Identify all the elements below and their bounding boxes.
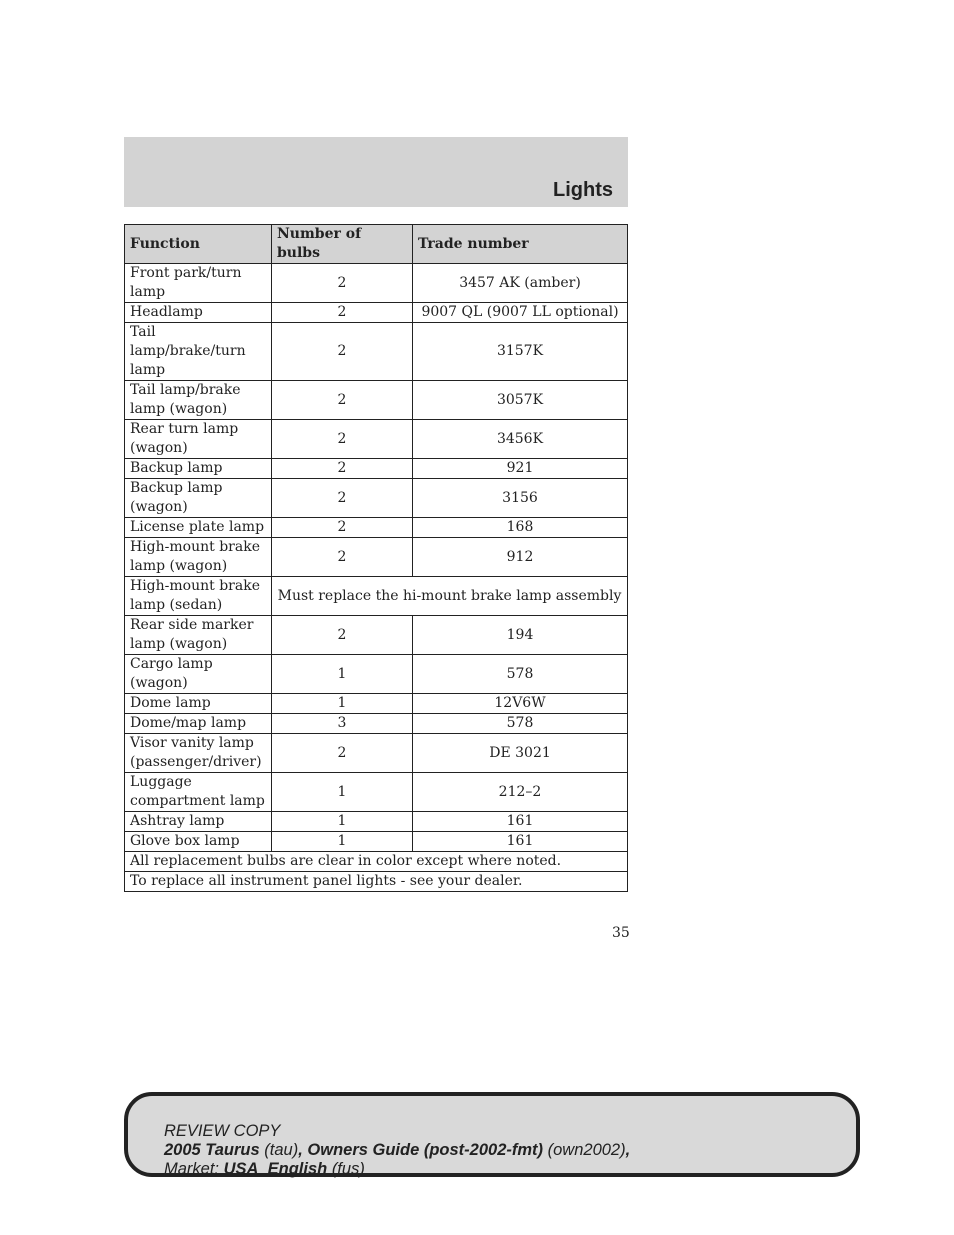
- bulb-count-cell: 1: [272, 832, 413, 852]
- trade-number-cell: 3157K: [413, 323, 628, 381]
- bulb-count-cell: 2: [272, 303, 413, 323]
- footer-market: USA_English: [223, 1160, 328, 1178]
- function-cell: Rear turn lamp (wagon): [125, 420, 272, 459]
- table-row: [125, 538, 628, 577]
- footer-guide-code: (own2002): [547, 1141, 626, 1159]
- function-cell: Backup lamp: [125, 459, 272, 479]
- table-row: [125, 323, 628, 381]
- footer-line-market: [164, 1160, 630, 1179]
- footer-line-review: REVIEW COPY: [164, 1122, 281, 1140]
- column-header-function: Function: [125, 225, 272, 264]
- bulb-count-cell: 2: [272, 479, 413, 518]
- table-row: [125, 714, 628, 734]
- table-row: [125, 812, 628, 832]
- table-row: [125, 381, 628, 420]
- table-row: [125, 577, 628, 616]
- footer-guide: , Owners Guide (post-2002-fmt): [298, 1141, 544, 1159]
- merged-note-cell: Must replace the hi-mount brake lamp assembly: [272, 577, 628, 616]
- bulb-count-cell: 2: [272, 734, 413, 773]
- trade-number-cell: 3057K: [413, 381, 628, 420]
- function-cell: Front park/turn lamp: [125, 264, 272, 303]
- trade-number-cell: 3457 AK (amber): [413, 264, 628, 303]
- footer-model: 2005 Taurus: [164, 1141, 260, 1159]
- function-cell: Rear side marker lamp (wagon): [125, 616, 272, 655]
- function-cell: Tail lamp/brake/turn lamp: [125, 323, 272, 381]
- table-row: [125, 616, 628, 655]
- trade-number-cell: 194: [413, 616, 628, 655]
- trade-number-cell: 9007 QL (9007 LL optional): [413, 303, 628, 323]
- function-cell: Dome lamp: [125, 694, 272, 714]
- table-row: [125, 773, 628, 812]
- trade-number-cell: 212–2: [413, 773, 628, 812]
- function-cell: Cargo lamp (wagon): [125, 655, 272, 694]
- function-cell: High-mount brake lamp (sedan): [125, 577, 272, 616]
- footer-market-code: (fus): [331, 1160, 365, 1178]
- bulb-count-cell: 1: [272, 812, 413, 832]
- section-header-band: [124, 137, 628, 207]
- function-cell: Luggage compartment lamp: [125, 773, 272, 812]
- trade-number-cell: 161: [413, 812, 628, 832]
- column-header-bulbs: Number of bulbs: [272, 225, 413, 264]
- table-note-row: [125, 872, 628, 892]
- function-cell: Tail lamp/brake lamp (wagon): [125, 381, 272, 420]
- bulb-count-cell: 1: [272, 773, 413, 812]
- trade-number-cell: 3156: [413, 479, 628, 518]
- bulb-count-cell: 3: [272, 714, 413, 734]
- page-number: 35: [612, 925, 630, 941]
- trade-number-cell: 921: [413, 459, 628, 479]
- table-note-row: [125, 852, 628, 872]
- table-note: To replace all instrument panel lights - see your dealer.: [125, 872, 628, 892]
- trade-number-cell: DE 3021: [413, 734, 628, 773]
- bulb-count-cell: 2: [272, 420, 413, 459]
- function-cell: High-mount brake lamp (wagon): [125, 538, 272, 577]
- function-cell: Glove box lamp: [125, 832, 272, 852]
- column-header-trade: Trade number: [413, 225, 628, 264]
- table-header-row: [125, 225, 628, 264]
- table-body: [125, 264, 628, 892]
- footer-comma: ,: [625, 1141, 631, 1159]
- trade-number-cell: 161: [413, 832, 628, 852]
- footer-line-model: [164, 1141, 630, 1160]
- function-cell: License plate lamp: [125, 518, 272, 538]
- trade-number-cell: 578: [413, 714, 628, 734]
- bulb-count-cell: 2: [272, 381, 413, 420]
- section-title: Lights: [553, 179, 613, 201]
- bulb-count-cell: 2: [272, 616, 413, 655]
- bulb-count-cell: 1: [272, 694, 413, 714]
- bulb-count-cell: 2: [272, 264, 413, 303]
- table-row: [125, 734, 628, 773]
- trade-number-cell: 578: [413, 655, 628, 694]
- table-row: [125, 832, 628, 852]
- footer-market-label: Market:: [164, 1160, 220, 1178]
- function-cell: Headlamp: [125, 303, 272, 323]
- trade-number-cell: 12V6W: [413, 694, 628, 714]
- function-cell: Ashtray lamp: [125, 812, 272, 832]
- table-row: [125, 264, 628, 303]
- table-row: [125, 479, 628, 518]
- bulb-count-cell: 2: [272, 459, 413, 479]
- trade-number-cell: 912: [413, 538, 628, 577]
- bulb-count-cell: 1: [272, 655, 413, 694]
- table-row: [125, 518, 628, 538]
- bulb-count-cell: 2: [272, 538, 413, 577]
- table-note: All replacement bulbs are clear in color except where noted.: [125, 852, 628, 872]
- bulb-count-cell: 2: [272, 518, 413, 538]
- table-row: [125, 459, 628, 479]
- trade-number-cell: 3456K: [413, 420, 628, 459]
- review-copy-footer: [124, 1092, 860, 1177]
- table-row: [125, 420, 628, 459]
- trade-number-cell: 168: [413, 518, 628, 538]
- footer-model-code: (tau): [264, 1141, 299, 1159]
- table-row: [125, 303, 628, 323]
- footer-text: [164, 1122, 630, 1179]
- bulb-table: [124, 224, 628, 892]
- function-cell: Backup lamp (wagon): [125, 479, 272, 518]
- function-cell: Dome/map lamp: [125, 714, 272, 734]
- function-cell: Visor vanity lamp (passenger/driver): [125, 734, 272, 773]
- table-row: [125, 694, 628, 714]
- table-row: [125, 655, 628, 694]
- bulb-count-cell: 2: [272, 323, 413, 381]
